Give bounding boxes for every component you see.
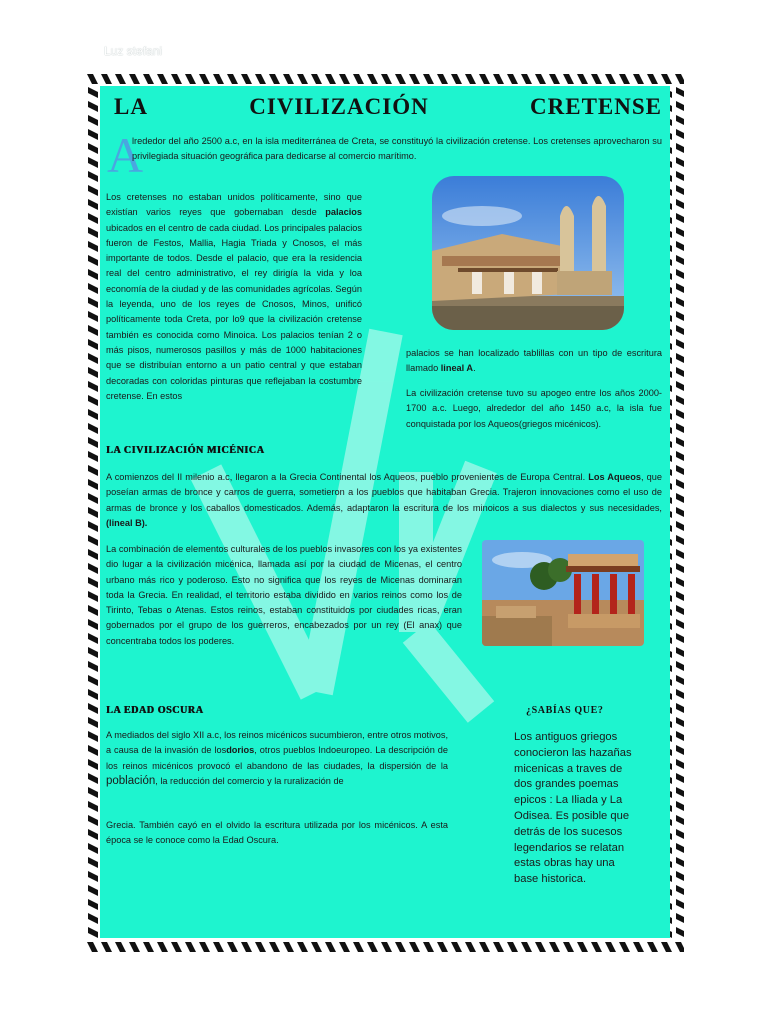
- oscura-bold-dorios: dorios: [226, 745, 255, 756]
- oscura-p1b: , otros pueblos Indoeuropeo. La descripción de los reinos micénicos provocó el abandono de las ciudades, la dispersión de la: [106, 745, 448, 771]
- oscura-p1a: A mediados del siglo XII a.c, los reinos micénicos sucumbieron, entre otros motivos, a causa de la invasión de los: [106, 730, 448, 756]
- micenica-heading: LA CIVILIZACIÓN MICÉNICA: [106, 445, 265, 456]
- edad-oscura-paragraph-1: [106, 728, 448, 789]
- title-word-2: CIVILIZACIÓN: [249, 94, 429, 119]
- micenica-bold-aqueos: Los Aqueos: [588, 472, 641, 482]
- micenica-paragraph-1: [106, 470, 662, 531]
- left-bold-palacios: palacios: [325, 207, 362, 218]
- red-columns-image: [482, 540, 644, 646]
- lineal-a-paragraph: [406, 346, 662, 377]
- oscura-p1c: , la reducción del comercio y la ruralización de: [155, 775, 344, 786]
- right-text-1b: .: [473, 363, 476, 374]
- micenica-paragraph-2: [106, 542, 462, 649]
- drop-cap: A: [107, 127, 144, 183]
- intro-text: lrededor del año 2500 a.c, en la isla mediterránea de Creta, se constituyó la civilización cretense. Los cretenses aprovecharon su privilegiada situación geográfica para dedicarse al comercio marítimo.: [132, 136, 662, 162]
- palace-ruins-image: [432, 176, 624, 330]
- intro-paragraph: [132, 134, 662, 165]
- edad-oscura-heading: LA EDAD OSCURA: [106, 705, 204, 716]
- left-text-1: Los cretenses no estaban unidos políticamente, sino que existían varios reyes que gobernaban desde: [106, 192, 362, 218]
- page-title: [114, 94, 662, 120]
- title-word-1: LA: [114, 94, 148, 119]
- right-text-2: La civilización cretense tuvo su apogeo entre los años 2000-1700 a.c. Luego, alrededor del año 1450 a.c, la isla fue conquistada por los Aqueos(griegos micénicos).: [406, 388, 662, 429]
- title-word-3: CRETENSE: [530, 94, 662, 119]
- page-frame: [86, 72, 684, 952]
- sabias-que-heading: ¿SABÍAS QUE?: [526, 705, 604, 716]
- author-name: Luz stefani: [104, 44, 163, 58]
- oscura-p2: Grecia. También cayó en el olvido la escritura utilizada por los micénicos. A esta época se le conoce como la Edad Oscura.: [106, 820, 448, 846]
- micenica-p1b: , que poseían armas de bronce y carros de guerra, sometieron a los pueblos que habitaban Grecia. Trajeron innovaciones como el uso de armas de bronce y los caballos domesticados. Además, adaptaron la escritura de los minoicos a sus dialectos y sus necesidades,: [106, 472, 662, 513]
- right-bold-lineal-a: lineal A: [440, 363, 474, 374]
- sabias-que-text: Los antiguos griegos conocieron las hazañas micenicas a traves de dos grandes poemas epicos : La Iliada y La Odisea. Es posible que detrás de los sucesos legendarios se relatan estas obras hay una base historica.: [514, 731, 632, 886]
- micenica-p2: La combinación de elementos culturales de los pueblos invasores con los ya existentes dio lugar a la civilización micénica, llamada así por la ciudad de Micenas, el centro urbano más rico y poderoso. Esto no significa que los reyes de Micenas dominaran toda la Grecia. En realidad, el territorio estaba dividido en varios reinos como los de Tirinto, Tebas o Atenas. Estos reinos, estaban constituidos por ciudades ricas, eran gobernados por el grupo de los guerreros, encabezados por un rey (El anax) que concentraba todos los poderes.: [106, 544, 462, 646]
- apogeo-paragraph: [406, 386, 662, 432]
- oscura-poblacion: población: [106, 774, 156, 787]
- micenica-bold-lineal-b: (lineal B).: [106, 517, 148, 528]
- cretan-politics-paragraph: [106, 190, 362, 404]
- micenica-p1a: A comienzos del II milenio a.c, llegaron a la Grecia Continental los Aqueos, pueblo provenientes de Europa Central.: [106, 472, 589, 482]
- edad-oscura-paragraph-2: [106, 818, 448, 849]
- right-text-1a: palacios se han localizado tablillas con un tipo de escritura llamado: [406, 348, 662, 374]
- left-text-2: ubicados en el centro de cada ciudad. Los principales palacios fueron de Festos, Mallia, Hagia Triada y Cnosos, el más importante de todos. Desde el palacio, que era la residencia real del centro administrativo, el rey dirigía la vida y loa economía de la ciudad y de las comunidades agrícolas. Según la leyenda, uno de los reyes de Cnosos, Minos, unificó políticamente toda Creta, por lo9 que la civilización cretense también es conocida como Minoica. Los palacios tenían 2 o más pisos, numerosos pasillos y más de 1000 habitaciones que se distribuían entorno a un patio central y que estaban decoradas con coloridas pinturas que reflejaban la costumbre cretense. En estos: [106, 222, 362, 401]
